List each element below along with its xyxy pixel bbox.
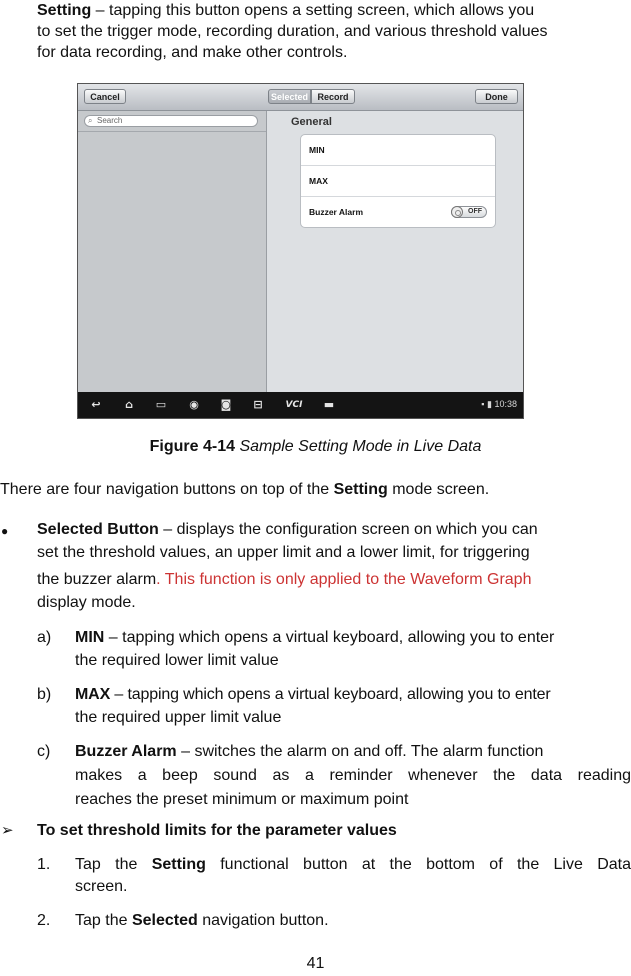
settings-panel — [267, 111, 524, 394]
sub-item-buzzer-line3: reaches the preset minimum or maximum point — [75, 791, 409, 808]
step-2-text-end: navigation button. — [197, 912, 329, 929]
home-icon[interactable]: ⌂ — [125, 398, 133, 411]
step-1-number: 1. — [37, 856, 51, 873]
cancel-button[interactable]: Cancel — [84, 89, 126, 104]
camera-icon[interactable]: ◙ — [220, 398, 232, 411]
min-term: MIN — [75, 629, 105, 646]
buzzer-text: – switches the alarm on and off. The alarm function — [176, 743, 544, 760]
clock: 10:38 — [494, 399, 517, 409]
min-text: – tapping which opens a virtual keyboard, allowing you to enter — [104, 629, 555, 646]
recent-apps-icon[interactable]: ▭ — [155, 398, 167, 411]
section-title: General — [291, 116, 332, 128]
sub-item-min — [75, 627, 631, 648]
selected-button-term: Selected Button — [37, 521, 159, 538]
bullet-text-a: the buzzer alarm — [37, 571, 157, 588]
setting-term: Setting — [37, 2, 92, 19]
figure-caption — [0, 436, 631, 457]
intro-line-1 — [37, 0, 629, 21]
bullet-text-b: . This function is only applied to the Waveform Graph — [156, 571, 532, 588]
para-text-end: mode screen. — [387, 481, 490, 498]
bullet-line-3 — [37, 569, 531, 590]
step-1-text-end: functional button at the bottom of the Live Data — [205, 856, 631, 873]
para-text: There are four navigation buttons on top of the — [0, 481, 334, 498]
bullet-line-2: set the threshold values, an upper limit and a lower limit, for triggering — [37, 544, 530, 561]
selected-tab[interactable]: Selected — [268, 89, 311, 104]
bullet-line-1 — [37, 519, 629, 540]
max-row[interactable]: MAX — [301, 166, 495, 197]
buzzer-term: Buzzer Alarm — [75, 743, 177, 760]
display-icon[interactable]: ⊟ — [253, 398, 263, 411]
buzzer-alarm-toggle[interactable] — [451, 206, 487, 218]
sub-item-marker-b: b) — [37, 686, 52, 703]
sub-item-min-line2: the required lower limit value — [75, 652, 279, 669]
min-row[interactable]: MIN — [301, 135, 495, 166]
arrow-bullet-icon: ➢ — [1, 822, 14, 839]
back-icon[interactable]: ↩ — [91, 398, 101, 411]
figure-label: Figure 4-14 — [149, 438, 235, 455]
sub-item-buzzer-line2: makes a beep sound as a reminder whenever the data reading — [75, 767, 631, 784]
max-term: MAX — [75, 686, 111, 703]
step-1 — [75, 854, 631, 875]
status-area — [481, 399, 517, 410]
sub-item-buzzer — [75, 741, 631, 762]
procedure-heading: To set threshold limits for the parameter values — [37, 822, 397, 839]
sub-item-max — [75, 684, 631, 705]
step-2-number: 2. — [37, 912, 51, 929]
bullet-line-4: display mode. — [37, 594, 136, 611]
buzzer-alarm-row — [301, 197, 495, 228]
step-1-term: Setting — [151, 856, 206, 873]
system-navigation-bar — [78, 392, 523, 418]
max-text: – tapping which opens a virtual keyboard, allowing you to enter — [110, 686, 551, 703]
buzzer-alarm-label: Buzzer Alarm — [309, 207, 364, 217]
settings-card — [300, 134, 496, 228]
toggle-state: OFF — [468, 208, 482, 215]
step-2 — [75, 910, 329, 931]
intro-line-3: for data recording, and make other controls. — [37, 44, 348, 61]
browser-icon[interactable]: ◉ — [189, 398, 199, 411]
step-1-text: Tap the — [75, 856, 152, 873]
live-data-setting-screenshot — [77, 83, 524, 419]
intro-text: – tapping this button opens a setting screen, which allows you — [91, 2, 535, 19]
step-1-line2: screen. — [75, 878, 128, 895]
signal-icon: ▪ ▮ — [481, 399, 492, 409]
search-input[interactable] — [84, 115, 258, 127]
parameter-sidebar — [78, 111, 267, 394]
nav-buttons-paragraph — [0, 479, 489, 500]
figure-title: Sample Setting Mode in Live Data — [235, 438, 482, 455]
search-icon: ⌕ — [88, 116, 93, 125]
para-term: Setting — [333, 481, 388, 498]
sub-item-marker-c: c) — [37, 743, 51, 760]
step-2-term: Selected — [131, 912, 198, 929]
sub-item-max-line2: the required upper limit value — [75, 709, 282, 726]
record-tab[interactable]: Record — [311, 89, 355, 104]
vci-icon[interactable]: VCI — [285, 400, 303, 410]
search-placeholder: Search — [97, 116, 123, 125]
intro-line-2: to set the trigger mode, recording duration, and various threshold values — [37, 23, 548, 40]
car-icon[interactable]: ▬ — [323, 398, 335, 411]
bullet-dot-icon: ● — [1, 524, 9, 538]
done-button[interactable]: Done — [475, 89, 518, 104]
step-2-text: Tap the — [75, 912, 132, 929]
divider — [78, 131, 266, 132]
toggle-knob-icon — [451, 206, 463, 218]
bullet-text: – displays the configuration screen on which you can — [158, 521, 538, 538]
sub-item-marker-a: a) — [37, 629, 52, 646]
top-navigation-bar — [78, 84, 523, 111]
page-number: 41 — [306, 955, 325, 972]
